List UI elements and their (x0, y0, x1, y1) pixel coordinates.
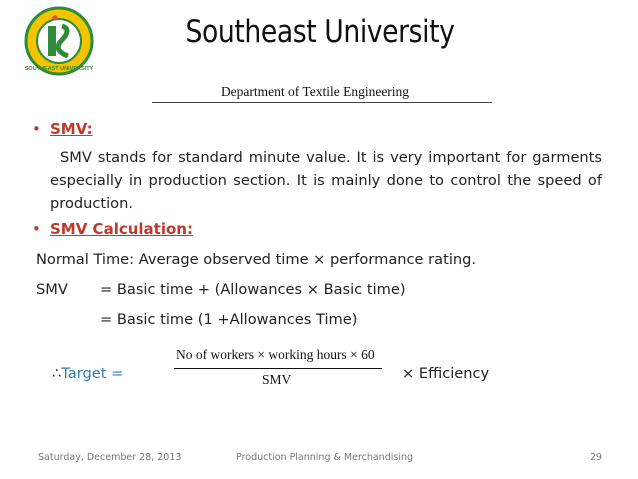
department-name: Department of Textile Engineering (220, 84, 410, 99)
bullet: • (32, 120, 41, 138)
target-formula-label (52, 365, 123, 382)
fraction-numerator: No of workers × working hours × 60 (176, 347, 375, 362)
efficiency-term: × Efficiency (402, 365, 490, 382)
smv-formula-1: = Basic time + (Allowances × Basic time) (100, 281, 406, 298)
therefore-symbol: ∴ (52, 365, 62, 382)
smv-calculation-heading: SMV Calculation: (50, 220, 193, 238)
footer-date: Saturday, December 28, 2013 (38, 452, 182, 463)
fraction-denominator: SMV (262, 372, 292, 387)
university-logo (18, 6, 100, 76)
target-equals: = (111, 365, 124, 382)
smv-label: SMV (36, 281, 68, 298)
smv-description: SMV stands for standard minute value. It is very important for garments especially in production section. It is mainly done to control the speed of production. (50, 149, 602, 212)
fraction-bar (174, 368, 382, 369)
smv-formula-2: = Basic time (1 +Allowances Time) (100, 311, 358, 328)
smv-heading: SMV: (50, 120, 93, 138)
target-keyword: Target (61, 365, 107, 382)
university-title: Southeast University (185, 14, 455, 50)
footer-page-number: 29 (590, 452, 603, 463)
footer-course: Production Planning & Merchandising (236, 452, 414, 463)
logo-text: SOUTHEAST UNIVERSITY (24, 66, 94, 72)
bullet: • (32, 220, 41, 238)
normal-time-formula: Normal Time: Average observed time × performance rating. (36, 251, 477, 268)
